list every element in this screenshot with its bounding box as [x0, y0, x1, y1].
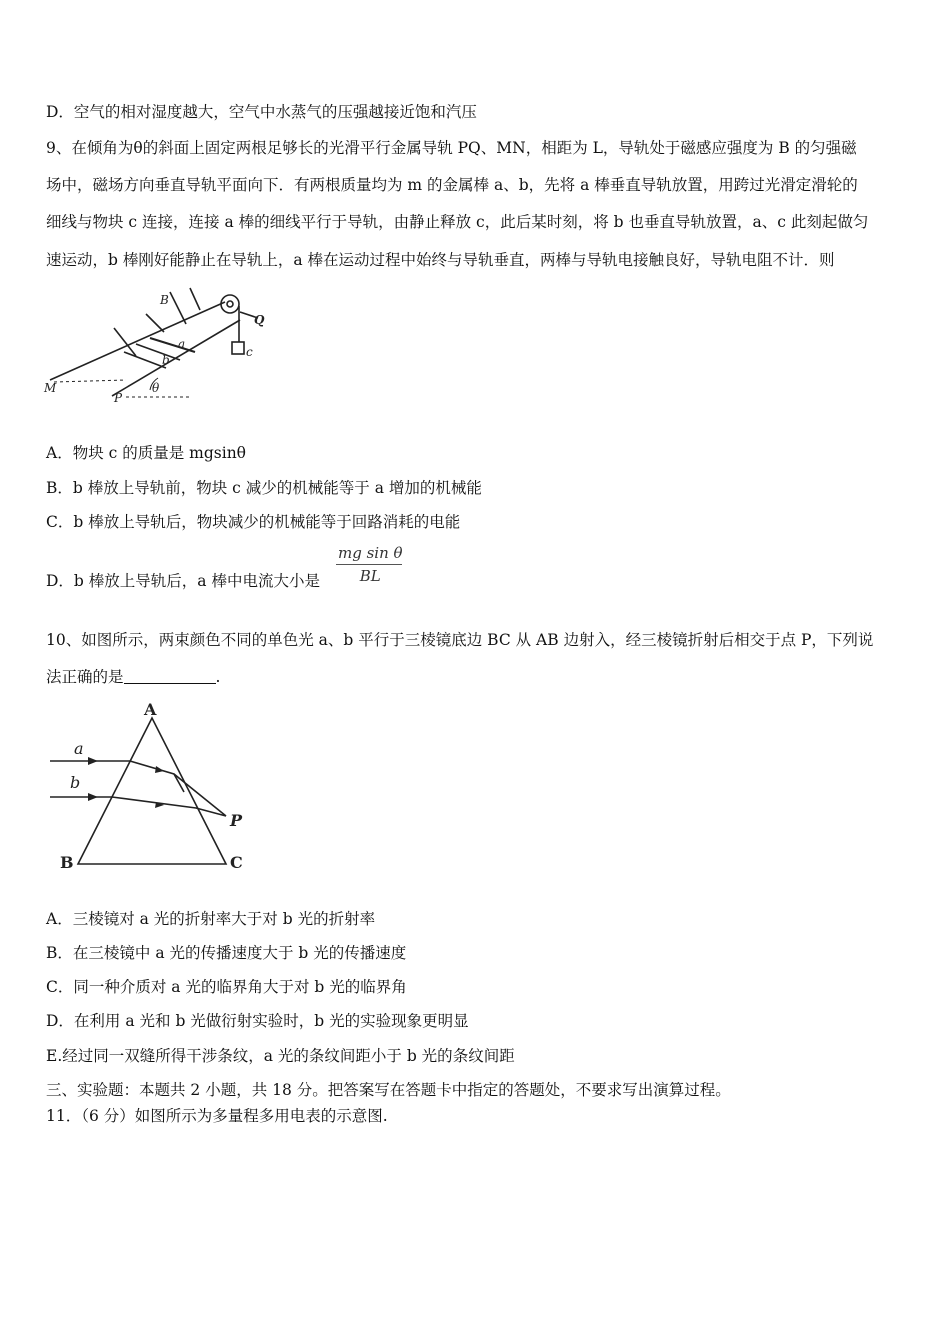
- q10-stem-prefix: 法正确的是: [46, 668, 124, 686]
- q10-stem-line-2: [46, 665, 220, 687]
- q9-option-c: C．b 棒放上导轨后，物块减少的机械能等于回路消耗的电能: [46, 513, 461, 531]
- q10-option-e: E.经过同一双缝所得干涉条纹，a 光的条纹间距小于 b 光的条纹间距: [46, 1047, 515, 1065]
- q10-label-a-vertex: A: [144, 700, 157, 719]
- q8-option-d: D．空气的相对湿度越大，空气中水蒸气的压强越接近饱和汽压: [46, 103, 477, 121]
- q9-option-a: A．物块 c 的质量是 mgsinθ: [46, 444, 247, 462]
- q9-label-a: a: [178, 337, 186, 351]
- q10-stem-line-1: 10、如图所示，两束颜色不同的单色光 a、b 平行于三棱镜底边 BC 从 AB 边射入，经三棱镜折射后相交于点 P，下列说: [46, 631, 874, 649]
- q9-label-p: P: [114, 391, 123, 405]
- fraction-numerator: mg sin θ: [338, 544, 403, 562]
- q9-current-fraction: [336, 544, 405, 585]
- q10-option-d: D．在利用 a 光和 b 光做衍射实验时，b 光的实验现象更明显: [46, 1012, 469, 1030]
- q10-option-c: C．同一种介质对 a 光的临界角大于对 b 光的临界角: [46, 978, 407, 996]
- q9-label-q: Q: [254, 313, 265, 327]
- q9-stem-line-1: 9、在倾角为θ的斜面上固定两根足够长的光滑平行金属导轨 PQ、MN，相距为 L，导轨处于磁感应强度为 B 的匀强磁: [46, 139, 857, 157]
- fraction-bar: [336, 564, 402, 565]
- q10-stem-suffix: .: [215, 668, 221, 686]
- q9-label-m: M: [44, 381, 57, 395]
- q10-label-p: P: [230, 811, 243, 830]
- q9-label-theta: θ: [152, 381, 160, 395]
- q10-label-b-vertex: B: [60, 853, 74, 872]
- q10-label-ray-a: a: [74, 739, 84, 758]
- q9-label-b: b: [162, 353, 170, 367]
- q10-label-c-vertex: C: [230, 853, 243, 872]
- q10-option-a: A．三棱镜对 a 光的折射率大于对 b 光的折射率: [46, 910, 376, 928]
- q10-prism-figure: [44, 700, 264, 880]
- q9-option-d: D．b 棒放上导轨后，a 棒中电流大小是: [46, 572, 320, 590]
- q9-rails-figure: [40, 280, 280, 410]
- answer-blank: [124, 669, 216, 684]
- q9-stem-line-3: 细线与物块 c 连接，连接 a 棒的细线平行于导轨，由静止释放 c，此后某时刻，将 b 也垂直导轨放置，a、c 此刻起做匀: [46, 213, 869, 231]
- q10-option-b: B．在三棱镜中 a 光的传播速度大于 b 光的传播速度: [46, 944, 407, 962]
- q9-option-b: B．b 棒放上导轨前，物块 c 减少的机械能等于 a 增加的机械能: [46, 479, 482, 497]
- q9-label-b-field: B: [160, 293, 169, 307]
- q11-stem: 11．（6 分）如图所示为多量程多用电表的示意图.: [46, 1107, 388, 1125]
- q9-stem-line-2: 场中，磁场方向垂直导轨平面向下．有两根质量均为 m 的金属棒 a、b，先将 a 棒垂直导轨放置，用跨过光滑定滑轮的: [46, 176, 858, 194]
- q9-label-c: c: [246, 345, 253, 359]
- fraction-denominator: BL: [359, 567, 381, 585]
- q10-label-ray-b: b: [70, 773, 81, 792]
- q9-stem-line-4: 速运动，b 棒刚好能静止在导轨上，a 棒在运动过程中始终与导轨垂直，两棒与导轨电接触良好，导轨电阻不计．则: [46, 251, 835, 269]
- section-3-heading: 三、实验题：本题共 2 小题，共 18 分。把答案写在答题卡中指定的答题处，不要求写出演算过程。: [46, 1081, 731, 1099]
